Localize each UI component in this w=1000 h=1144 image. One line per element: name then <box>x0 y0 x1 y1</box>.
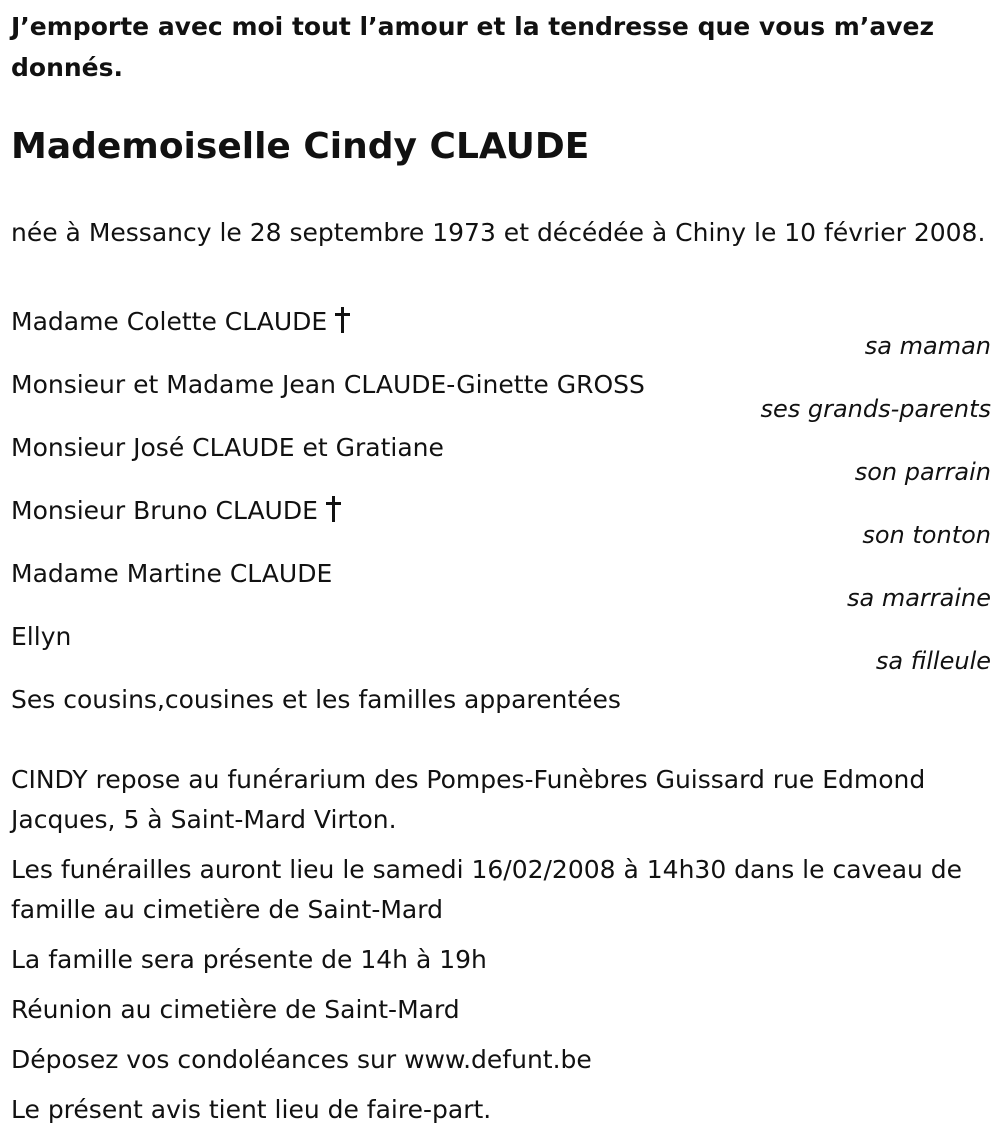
relative-role: sa marraine <box>846 584 991 612</box>
relative-row <box>11 429 991 492</box>
relative-name: Monsieur et Madame Jean CLAUDE-Ginette GROSS <box>11 370 645 399</box>
cross-icon <box>326 496 340 522</box>
relative-row <box>11 555 991 618</box>
notice-text: Le présent avis tient lieu de faire-part. <box>11 1095 492 1124</box>
relative-name: Madame Martine CLAUDE <box>11 559 333 588</box>
relative-row <box>11 492 991 555</box>
relative-row <box>11 366 991 429</box>
deceased-name: Mademoiselle Cindy CLAUDE <box>11 126 590 167</box>
meeting-text: Réunion au cimetière de Saint-Mard <box>11 995 460 1024</box>
condolences-text: Déposez vos condoléances sur www.defunt.be <box>11 1045 592 1074</box>
relative-role: son tonton <box>862 521 991 549</box>
relative-role: sa filleule <box>875 647 991 675</box>
cross-icon <box>335 307 349 333</box>
relative-row <box>11 618 991 681</box>
relative-name: Ellyn <box>11 622 72 651</box>
relative-name: Madame Colette CLAUDE <box>11 303 349 341</box>
relative-role: ses grands-parents <box>760 395 991 423</box>
epitaph-quote: J’emporte avec moi tout l’amour et la tendresse que vous m’avez donnés. <box>11 12 935 82</box>
funeral-info <box>11 760 986 1140</box>
cousins-line: Ses cousins,cousines et les familles apparentées <box>11 685 621 714</box>
relative-name: Monsieur José CLAUDE et Gratiane <box>11 433 444 462</box>
funeral-text: Les funérailles auront lieu le samedi 16/02/2008 à 14h30 dans le caveau de famille au cimetière de Saint-Mard <box>11 855 963 924</box>
relative-row <box>11 303 991 366</box>
family-presence-text: La famille sera présente de 14h à 19h <box>11 945 487 974</box>
funerarium-text: CINDY repose au funérarium des Pompes-Funèbres Guissard rue Edmond Jacques, 5 à Saint-Mard Virton. <box>11 765 926 834</box>
relatives-list <box>11 303 991 681</box>
birth-death-line: née à Messancy le 28 septembre 1973 et décédée à Chiny le 10 février 2008. <box>11 218 986 247</box>
relative-role: son parrain <box>854 458 991 486</box>
relative-role: sa maman <box>864 332 991 360</box>
relative-name: Monsieur Bruno CLAUDE <box>11 492 340 530</box>
